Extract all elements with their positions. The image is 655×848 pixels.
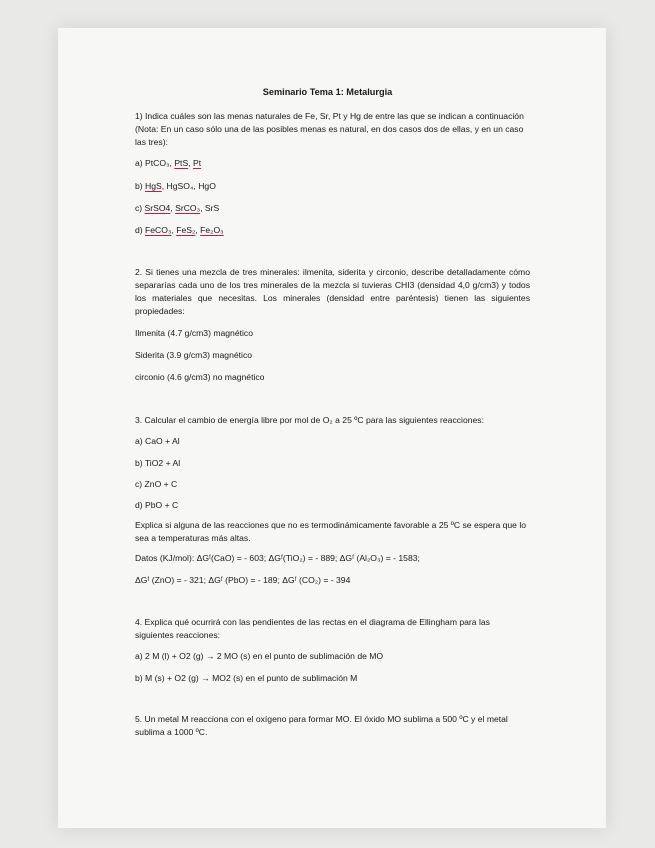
q3-reaction-b: b) TiO2 + Al [135, 458, 181, 468]
question-5-text: 5. Un metal M reacciona con el oxígeno para formar MO. El óxido MO sublima a 500 ºC y el metal sublima a 1000 ºC. [135, 714, 508, 737]
q1-option-a [135, 157, 201, 170]
option-prefix: c) [135, 203, 145, 213]
question-3-text: 3. Calcular el cambio de energía libre por mol de O₂ a 25 ºC para las siguientes reacciones: [135, 415, 484, 425]
q1-option-d [135, 224, 224, 237]
option-part: , [195, 225, 201, 235]
page-title: Seminario Tema 1: Metalurgia [262, 87, 393, 97]
option-part: , [188, 158, 193, 168]
question-4-text: 4. Explica qué ocurrirá con las pendientes de las rectas en el diagrama de Ellingham para las siguientes reacciones: [135, 617, 490, 640]
q3-explain [135, 519, 530, 545]
question-2 [135, 266, 530, 318]
option-part: , [171, 225, 177, 235]
question-5 [135, 713, 530, 739]
option-part-underlined: Pt [192, 158, 202, 168]
option-part-underlined: SrCO₃ [175, 203, 201, 213]
option-prefix: b) [135, 181, 146, 191]
mineral-circonio: circonio (4.6 g/cm3) no magnético [135, 372, 265, 382]
option-part-underlined: FeCO₃ [145, 225, 172, 235]
option-part: PtCO₃ [145, 158, 170, 168]
q4-reaction-a: a) 2 M (l) + O2 (g) → 2 MO (s) en el punto de sublimación de MO [135, 651, 384, 661]
question-1 [135, 110, 530, 149]
option-prefix: d) [135, 225, 146, 235]
option-part-underlined: PtS [174, 158, 189, 168]
question-3 [135, 414, 530, 427]
q1-option-b [135, 180, 216, 193]
question-2-text: 2. Si tienes una mezcla de tres minerales: ilmenita, siderita y circonio, describe detalladamente cómo separarías cada uno de los tres minerales de la mezcla si tuvieras CHI3 (densidad 4,0 g/cm3) y todos los materiales que necesitas. Los minerales (densidad entre paréntesis) tienen las siguientes propiedades: [135, 267, 530, 316]
q3-data-line-1: Datos (KJ/mol): ΔGᶠ(CaO) = - 603; ΔGᶠ(TiO₂) = - 889; ΔGᶠ (Al₂O₃) = - 1583; [135, 553, 420, 563]
q3-reaction-d: d) PbO + C [135, 500, 179, 510]
option-part: , [169, 158, 175, 168]
q1-option-c [135, 202, 219, 215]
q3-explain-text: Explica si alguna de las reacciones que no es termodinámicamente favorable a 25 ºC se espera que lo sea a temperaturas más altas. [135, 520, 527, 543]
option-part-underlined: HgS [145, 181, 162, 191]
option-part: , SrS [200, 203, 220, 213]
option-prefix: a) [135, 158, 146, 168]
q4-reaction-b: b) M (s) + O2 (g) → MO2 (s) en el punto de sublimación M [135, 673, 358, 683]
option-part: , HgSO₄, HgO [161, 181, 216, 191]
question-1-text: 1) Indica cuáles son las menas naturales de Fe, Sr, Pt y Hg de entre las que se indican a continuación (Nota: En un caso sólo una de las posibles menas es natural, en dos casos dos de ellas, y en un caso las tres): [135, 111, 524, 147]
option-part-underlined: SrSO4 [144, 203, 171, 213]
option-part-underlined: FeS₂ [176, 225, 196, 235]
option-part-underlined: Fe₂O₃ [200, 225, 224, 235]
mineral-ilmenita: Ilmenita (4.7 g/cm3) magnético [135, 328, 253, 338]
q3-reaction-a: a) CaO + Al [135, 436, 180, 446]
option-part: , [170, 203, 176, 213]
q3-reaction-c: c) ZnO + C [135, 479, 178, 489]
question-4 [135, 616, 530, 642]
mineral-siderita: Siderita (3.9 g/cm3) magnético [135, 350, 253, 360]
q3-data-line-2: ΔGᶠ (ZnO) = - 321; ΔGᶠ (PbO) = - 189; ΔGᶠ (CO₂) = - 394 [135, 575, 351, 585]
